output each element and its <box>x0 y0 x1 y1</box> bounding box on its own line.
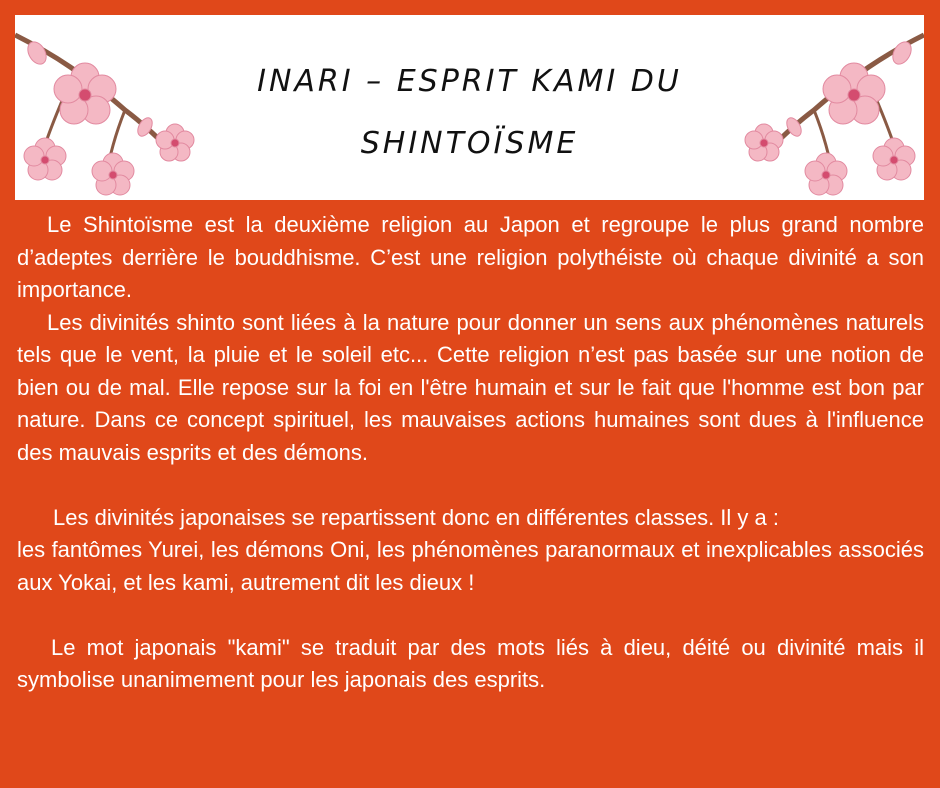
paragraph-nature <box>17 307 924 470</box>
paragraph-intro <box>17 209 924 307</box>
paragraph-list <box>17 534 924 599</box>
cherry-blossom-left-icon <box>15 15 205 200</box>
paragraph-kami <box>17 632 924 697</box>
paragraph-classes <box>17 502 924 535</box>
paragraph-classes-text: Les divinités japonaises se repartissent donc en différentes classes. Il y a : <box>53 504 779 530</box>
page-title: INARI – ESPRIT KAMI DU SHINTOÏSME <box>257 64 682 161</box>
article-body <box>17 209 924 697</box>
paragraph-intro-text: Le Shintoïsme est la deuxième religion au Japon et regroupe le plus grand nombre d’adeptes derrière le bouddhisme. C’est une religion polythéiste où chaque divinité a son importance. <box>17 212 924 302</box>
paragraph-gap <box>17 599 924 632</box>
paragraph-gap <box>17 469 924 502</box>
paragraph-list-text: les fantômes Yurei, les démons Oni, les phénomènes paranormaux et inexplicables associés aux Yokai, et les kami, autrement dit les dieux ! <box>17 537 924 595</box>
cherry-blossom-right-icon <box>734 15 924 200</box>
title-banner <box>15 15 924 200</box>
paragraph-nature-text: Les divinités shinto sont liées à la nature pour donner un sens aux phénomènes naturels tels que le vent, la pluie et le soleil etc... Cette religion n’est pas basée sur une notion de bien ou de mal. Elle repose sur la foi en l'être humain et sur le fait que l'homme est bon par nature. Dans ce concept spirituel, les mauvaises actions humaines sont dues à l'influence des mauvais esprits et des démons. <box>17 309 924 465</box>
paragraph-kami-text: Le mot japonais "kami" se traduit par des mots liés à dieu, déité ou divinité mais il symbolise unanimement pour les japonais des esprits. <box>17 634 924 692</box>
